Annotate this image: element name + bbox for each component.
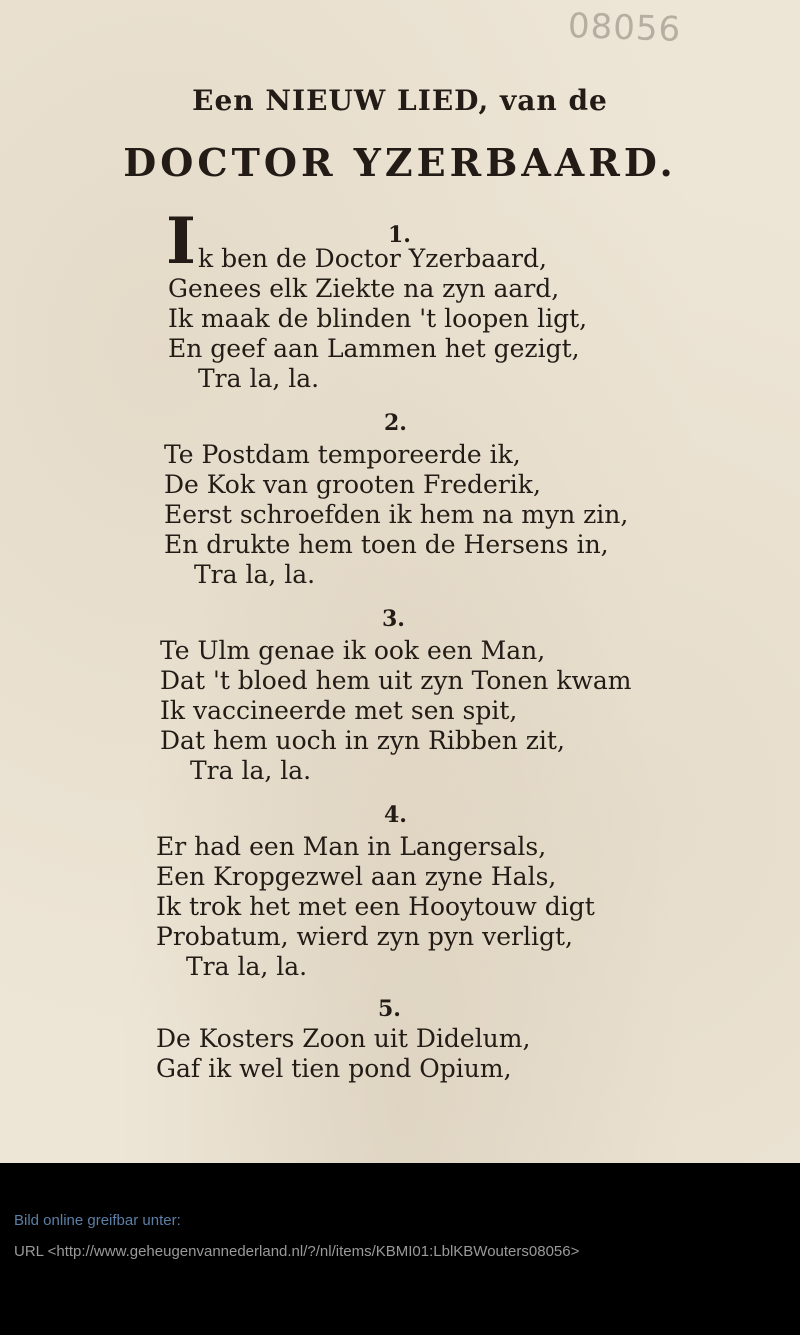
catalog-number: 08056 bbox=[567, 6, 682, 50]
verse-line: Dat hem uoch in zyn Ribben zit, bbox=[160, 726, 565, 755]
title-line-2: DOCTOR YZERBAARD. bbox=[123, 140, 677, 185]
verse-line: Eerst schroefden ik hem na myn zin, bbox=[164, 500, 629, 529]
verse-refrain: Tra la, la. bbox=[186, 952, 308, 981]
verse-number: 5. bbox=[378, 996, 401, 1022]
verse-1 bbox=[168, 244, 587, 394]
verse-number: 2. bbox=[384, 410, 407, 436]
verse-3 bbox=[160, 636, 631, 786]
verse-refrain: Tra la, la. bbox=[198, 364, 320, 393]
source-url[interactable]: URL <http://www.geheugenvannederland.nl/?/nl/items/KBMI01:LblKBWouters08056> bbox=[14, 1243, 580, 1260]
verse-line: En drukte hem toen de Hersens in, bbox=[164, 530, 609, 559]
verse-line: Ik vaccineerde met sen spit, bbox=[160, 696, 518, 725]
verse-line: Genees elk Ziekte na zyn aard, bbox=[168, 274, 560, 303]
verse-line: De Kok van grooten Frederik, bbox=[164, 470, 541, 499]
verse-line: Er had een Man in Langersals, bbox=[156, 832, 547, 861]
verse-line: Ik trok het met een Hooytouw digt bbox=[156, 892, 595, 921]
verse-5 bbox=[156, 1024, 530, 1084]
verse-number: 1. bbox=[388, 222, 411, 248]
verse-line: De Kosters Zoon uit Didelum, bbox=[156, 1024, 531, 1053]
verse-line: Ik maak de blinden 't loopen ligt, bbox=[168, 304, 588, 333]
verse-line: Een Kropgezwel aan zyne Hals, bbox=[156, 862, 557, 891]
verse-line: Gaf ik wel tien pond Opium, bbox=[156, 1054, 512, 1083]
verse-refrain: Tra la, la. bbox=[194, 560, 316, 589]
verse-line: Dat 't bloed hem uit zyn Tonen kwam bbox=[160, 666, 632, 695]
drop-cap: I bbox=[166, 204, 196, 279]
verse-line: k ben de Doctor Yzerbaard, bbox=[198, 244, 547, 273]
verse-line: En geef aan Lammen het gezigt, bbox=[168, 334, 580, 363]
verse-4 bbox=[156, 832, 595, 982]
verse-line: Probatum, wierd zyn pyn verligt, bbox=[156, 922, 573, 951]
verse-refrain: Tra la, la. bbox=[190, 756, 312, 785]
verse-line: Te Ulm genae ik ook een Man, bbox=[160, 636, 546, 665]
verse-line: Te Postdam temporeerde ik, bbox=[164, 440, 521, 469]
verse-2 bbox=[164, 440, 628, 590]
verse-number: 4. bbox=[384, 802, 407, 828]
verse-number: 3. bbox=[382, 606, 405, 632]
source-label: Bild online greifbar unter: bbox=[14, 1212, 181, 1229]
title-line-1: Een NIEUW LIED, van de bbox=[192, 84, 608, 117]
